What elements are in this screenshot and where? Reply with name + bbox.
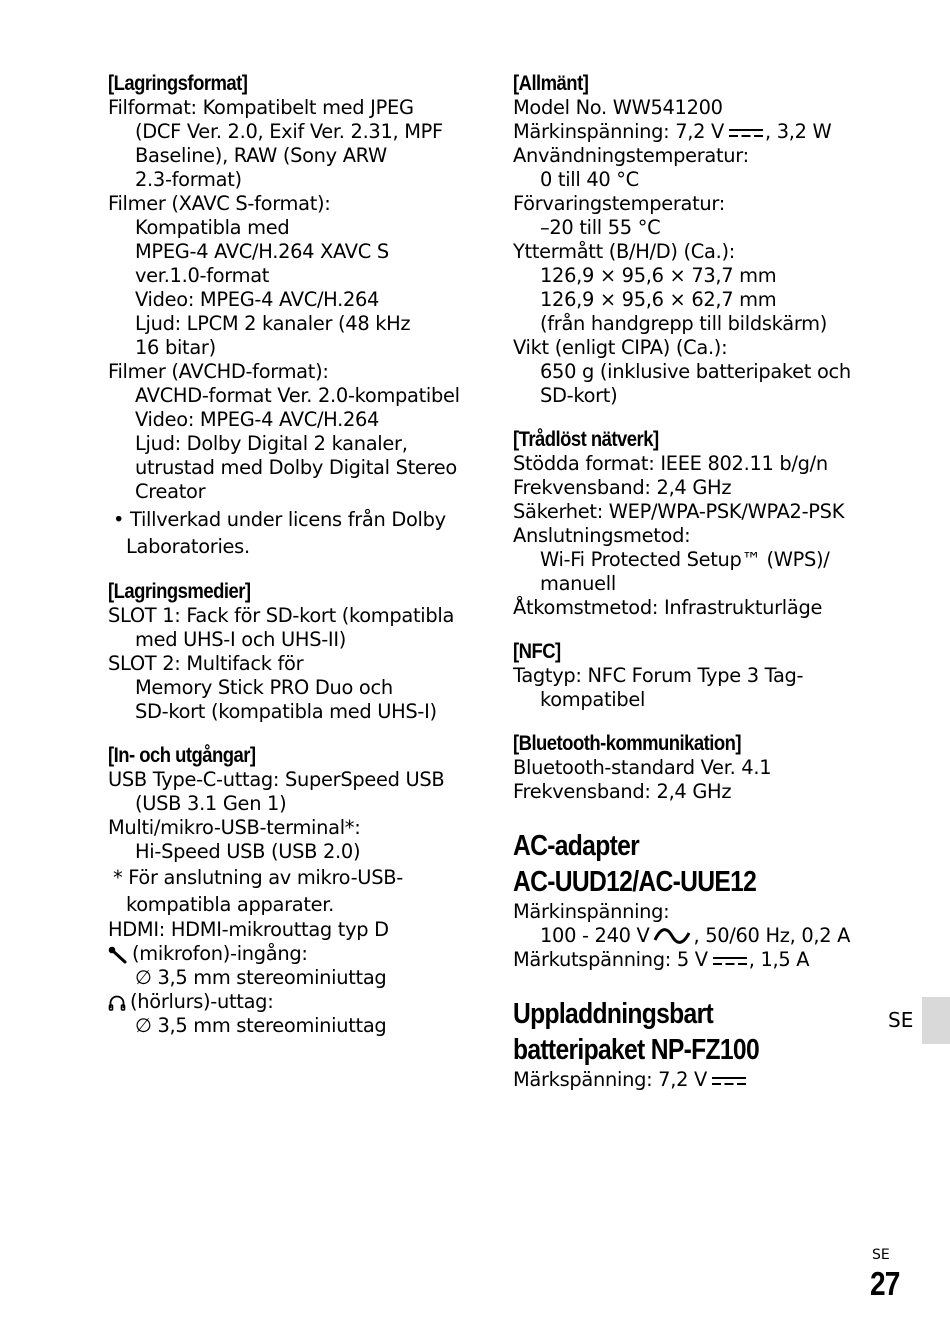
- ac-output-voltage: Märkutspänning: 5 V: [513, 948, 708, 971]
- spec-line: Wi-Fi Protected Setup™ (WPS)/: [540, 548, 830, 571]
- spec-line: –20 till 55 °C: [540, 216, 661, 239]
- usb-note-cont: kompatibla apparater.: [126, 893, 335, 916]
- spec-line: Filformat: Kompatibelt med JPEG: [108, 96, 414, 119]
- rated-voltage-line: [513, 120, 913, 144]
- headphone-line: [108, 990, 488, 1014]
- spec-line: Yttermått (B/H/D) (Ca.):: [513, 240, 735, 263]
- spec-line: Filmer (AVCHD-format):: [108, 360, 329, 383]
- spec-line: Model No. WW541200: [513, 96, 723, 119]
- ac-adapter-title: AC-adapter: [513, 830, 640, 862]
- spec-line: Video: MPEG-4 AVC/H.264: [135, 408, 380, 431]
- spec-line: Användningstemperatur:: [513, 144, 749, 167]
- headphones-icon: [108, 994, 126, 1012]
- spec-line: Hi-Speed USB (USB 2.0): [135, 840, 361, 863]
- spec-line: med UHS-I och UHS-II): [135, 628, 347, 651]
- microphone-icon: [108, 946, 128, 964]
- spec-line: USB Type-C-uttag: SuperSpeed USB: [108, 768, 445, 791]
- section-heading: [Lagringsmedier]: [108, 580, 251, 603]
- spec-line: AVCHD-format Ver. 2.0-kompatibel: [135, 384, 460, 407]
- mic-label: (mikrofon)-ingång:: [132, 942, 308, 965]
- mic-jack: 3,5 mm stereominiuttag: [157, 966, 387, 989]
- spec-line: Säkerhet: WEP/WPA-PSK/WPA2-PSK: [513, 500, 845, 523]
- diameter-icon: ∅: [135, 1014, 152, 1037]
- battery-voltage: Märkspänning: 7,2 V: [513, 1068, 707, 1091]
- bluetooth-section: [513, 732, 913, 804]
- battery-title: Uppladdningsbart: [513, 998, 714, 1030]
- spec-line: Baseline), RAW (Sony ARW: [135, 144, 387, 167]
- left-column: [108, 72, 488, 1058]
- spec-line: Kompatibla med: [135, 216, 290, 239]
- section-heading: [NFC]: [513, 640, 561, 663]
- spec-line: ver.1.0-format: [135, 264, 270, 287]
- spec-line: Ljud: LPCM 2 kanaler (48 kHz: [135, 312, 411, 335]
- dc-symbol-icon: [712, 1075, 746, 1087]
- spec-line: 2.3-format): [135, 168, 242, 191]
- spec-line: Video: MPEG-4 AVC/H.264: [135, 288, 380, 311]
- spec-line: Creator: [135, 480, 206, 503]
- spec-line: utrustad med Dolby Digital Stereo: [135, 456, 457, 479]
- diameter-icon: ∅: [135, 966, 152, 989]
- spec-line: (från handgrepp till bildskärm): [540, 312, 828, 335]
- section-heading: [In- och utgångar]: [108, 744, 256, 767]
- dolby-note-cont: Laboratories.: [126, 535, 250, 558]
- spec-line: Memory Stick PRO Duo och: [135, 676, 393, 699]
- section-heading: [Trådlöst nätverk]: [513, 428, 659, 451]
- spec-line: Åtkomstmetod: Infrastrukturläge: [513, 596, 823, 619]
- spec-line: manuell: [540, 572, 616, 595]
- spec-line: [108, 1014, 488, 1038]
- spec-line: 126,9 × 95,6 × 62,7 mm: [540, 288, 777, 311]
- spec-line: Frekvensband: 2,4 GHz: [513, 780, 732, 803]
- spec-line: Märkinspänning:: [513, 900, 670, 923]
- spec-line: 16 bitar): [135, 336, 216, 359]
- page-number: 27: [870, 1265, 900, 1302]
- rated-voltage-label: Märkinspänning: 7,2 V: [513, 120, 725, 143]
- spec-line: SLOT 2: Multifack för: [108, 652, 304, 675]
- spec-line: Bluetooth-standard Ver. 4.1: [513, 756, 772, 779]
- spec-line: 650 g (inklusive batteripaket och: [540, 360, 851, 383]
- spec-line: 126,9 × 95,6 × 73,7 mm: [540, 264, 777, 287]
- page-language: SE: [872, 1247, 890, 1263]
- spec-line: SD-kort): [540, 384, 618, 407]
- spec-line: (DCF Ver. 2.0, Exif Ver. 2.31, MPF: [135, 120, 443, 143]
- battery-voltage-line: [513, 1068, 913, 1092]
- spec-line: (USB 3.1 Gen 1): [135, 792, 287, 815]
- spec-line: Stödda format: IEEE 802.11 b/g/n: [513, 452, 828, 475]
- battery-model: batteripaket NP-FZ100: [513, 1034, 759, 1066]
- spec-line: [108, 966, 488, 990]
- spec-line: Multi/mikro-USB-terminal*:: [108, 816, 361, 839]
- wireless-section: [513, 428, 913, 620]
- spec-line: Ljud: Dolby Digital 2 kanaler,: [135, 432, 408, 455]
- ac-input-line: [513, 924, 913, 948]
- headphone-label: (hörlurs)-uttag:: [130, 990, 274, 1013]
- spec-line: SLOT 1: Fack för SD-kort (kompatibla: [108, 604, 455, 627]
- spec-line: Frekvensband: 2,4 GHz: [513, 476, 732, 499]
- ac-output-current: , 1,5 A: [748, 948, 810, 971]
- section-heading: [Allmänt]: [513, 72, 589, 95]
- ac-adapter-section: [513, 828, 913, 972]
- dc-symbol-icon: [729, 127, 763, 139]
- storage-media-section: [108, 580, 488, 724]
- rated-power: , 3,2 W: [765, 120, 832, 143]
- general-section: [513, 72, 913, 408]
- dolby-note: • Tillverkad under licens från Dolby: [113, 508, 446, 531]
- spec-line: HDMI: HDMI-mikrouttag typ D: [108, 918, 389, 941]
- headphone-jack: 3,5 mm stereominiuttag: [157, 1014, 387, 1037]
- language-tab-label: SE: [888, 1008, 914, 1032]
- usb-note: * För anslutning av mikro-USB-: [113, 866, 403, 889]
- spec-line: Förvaringstemperatur:: [513, 192, 725, 215]
- storage-format-section: [108, 72, 488, 560]
- spec-line: 0 till 40 °C: [540, 168, 639, 191]
- section-heading: [Bluetooth-kommunikation]: [513, 732, 742, 755]
- language-tab-marker: [922, 997, 950, 1044]
- dc-symbol-icon: [713, 955, 747, 967]
- battery-section: [513, 996, 913, 1092]
- right-column: [513, 72, 913, 1112]
- spec-line: Vikt (enligt CIPA) (Ca.):: [513, 336, 728, 359]
- ac-output-line: [513, 948, 913, 972]
- mic-line: [108, 942, 488, 966]
- spec-line: Filmer (XAVC S-format):: [108, 192, 331, 215]
- spec-line: MPEG-4 AVC/H.264 XAVC S: [135, 240, 389, 263]
- ac-symbol-icon: [653, 928, 691, 946]
- spec-line: Tagtyp: NFC Forum Type 3 Tag-: [513, 664, 804, 687]
- section-heading: [Lagringsformat]: [108, 72, 248, 95]
- ac-adapter-model: AC-UUD12/AC-UUE12: [513, 866, 757, 898]
- ac-input-voltage: 100 - 240 V: [540, 924, 650, 947]
- spec-line: SD-kort (kompatibla med UHS-I): [135, 700, 437, 723]
- nfc-section: [513, 640, 913, 712]
- io-section: [108, 744, 488, 1038]
- spec-line: Anslutningsmetod:: [513, 524, 691, 547]
- ac-input-freq: , 50/60 Hz, 0,2 A: [693, 924, 851, 947]
- spec-line: kompatibel: [540, 688, 646, 711]
